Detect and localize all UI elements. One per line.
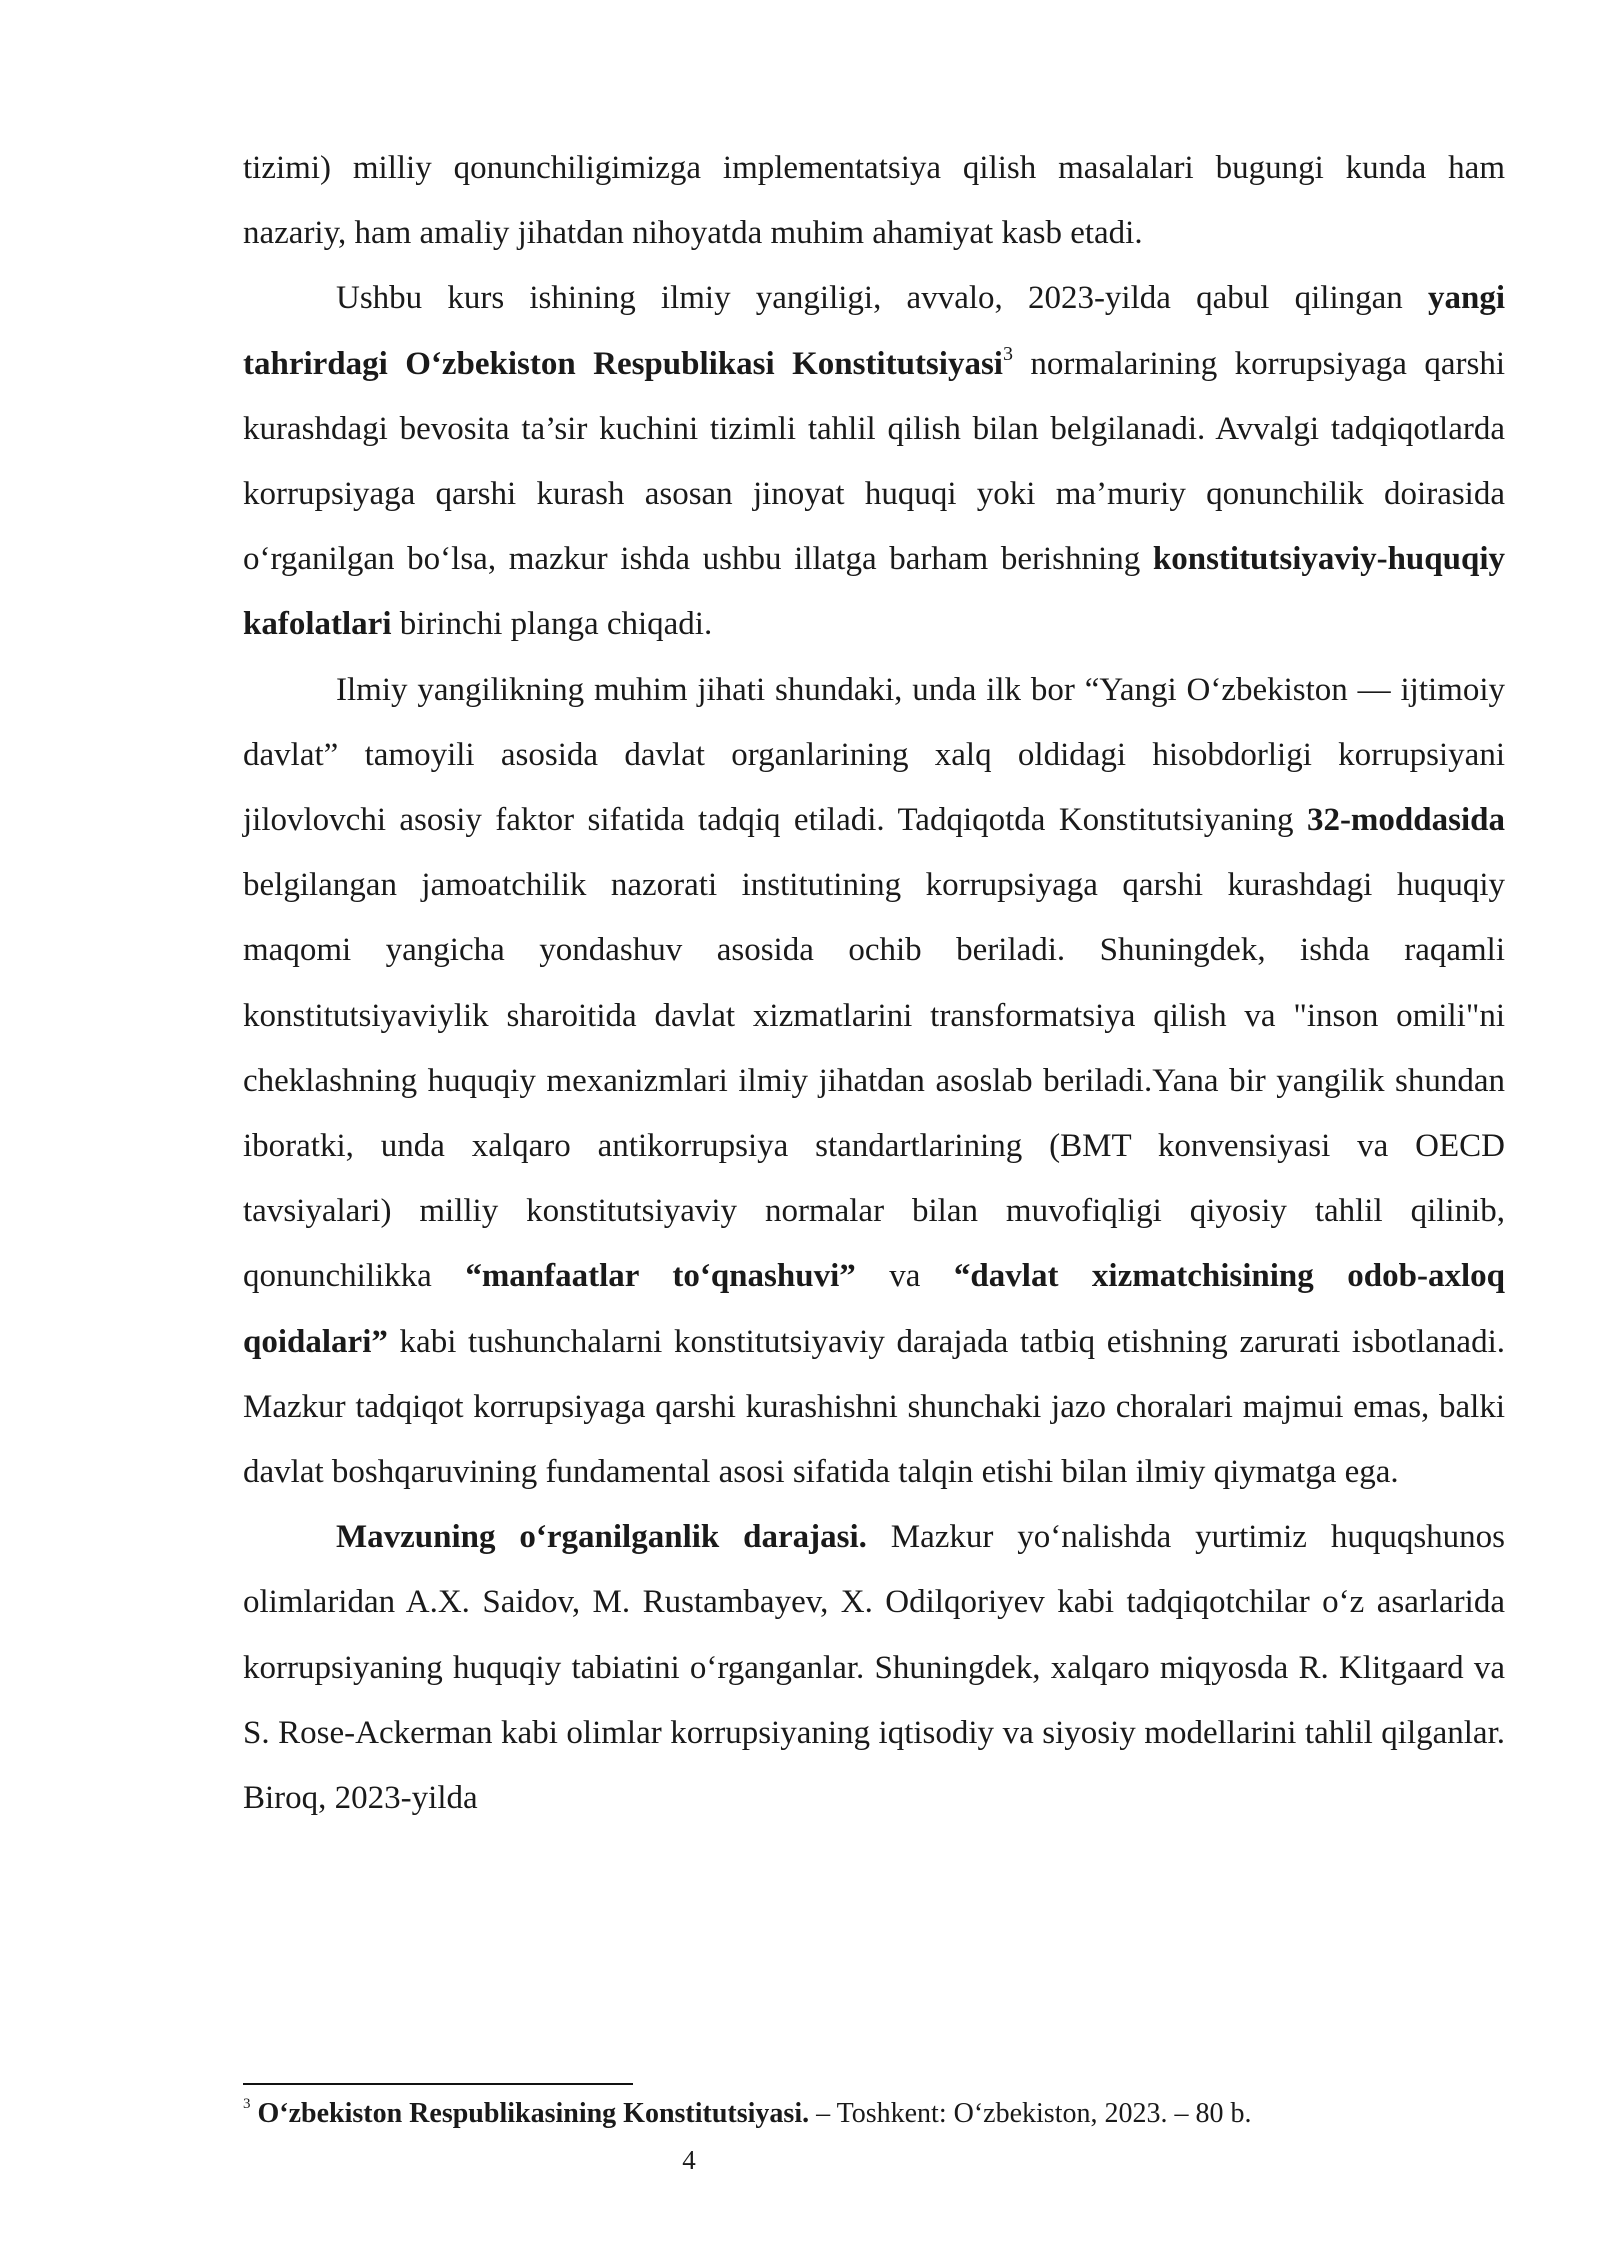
paragraph	[243, 266, 1505, 657]
text-run: kabi tushunchalarni konstitutsiyaviy darajada tatbiq etishning zarurati isbotlanadi. Mazkur tadqiqot korrupsiyaga qarshi kurashishni shunchaki jazo choralari majmui emas, balki davlat boshqaruvining fundamental asosi sifatida talqin etishi bilan ilmiy qiymatga ega.	[243, 1323, 1505, 1491]
bold-text: konstitutsiyaviy-huquqiy kafolatlari	[243, 541, 1505, 643]
footnote-reference: 3	[1002, 342, 1013, 365]
text-run: Ilmiy yangilikning muhim jihati shundaki, unda ilk bor “Yangi O‘zbekiston — ijtimoiy davlat” tamoyili asosida davlat organlarining xalq oldidagi hisobdorligi korrupsiyani jilovlovchi asosiy faktor sifatida tadqiq etiladi. Tadqiqotda Konstitutsiyaning	[243, 671, 1505, 839]
paragraph	[243, 658, 1505, 1506]
body-text	[243, 136, 1505, 1831]
bold-text: “manfaatlar to‘qnashuvi”	[465, 1258, 856, 1295]
footnote-separator	[243, 2083, 633, 2085]
text-run: va	[855, 1258, 954, 1295]
bold-text: yangi tahrirdagi O‘zbekiston Respublikasi Konstitutsiyasi	[243, 280, 1505, 382]
paragraph	[243, 1505, 1505, 1831]
text-run: Mazkur yo‘nalishda yurtimiz huquqshunos olimlaridan A.X. Saidov, M. Rustambayev, X. Odilqoriyev kabi tadqiqotchilar o‘z asarlarida korrupsiyaning huquqiy tabiatini o‘rganganlar. Shuningdek, xalqaro miqyosda R. Klitgaard va S. Rose-Ackerman kabi olimlar korrupsiyaning iqtisodiy va siyosiy modellarini tahlil qilganlar. Biroq, 2023-yilda	[243, 1519, 1505, 1817]
footnote-marker: 3	[243, 2095, 251, 2112]
bold-text: “davlat xizmatchisining odob-axloq qoidalari”	[243, 1258, 1505, 1360]
footnote-source-details: – Toshkent: O‘zbekiston, 2023. – 80 b.	[809, 2098, 1252, 2129]
footnote-source-title: O‘zbekiston Respublikasining Konstitutsiyasi.	[257, 2098, 810, 2129]
bold-text: 32-moddasida	[1306, 802, 1505, 839]
text-run: belgilangan jamoatchilik nazorati institutining korrupsiyaga qarshi kurashdagi huquqiy maqomi yangicha yondashuv asosida ochib beriladi. Shuningdek, ishda raqamli konstitutsiyaviylik sharoitida davlat xizmatlarini transformatsiya qilish va "inson omili"ni cheklashning huquqiy mexanizmlari ilmiy jihatdan asoslab beriladi.Yana bir yangilik shundan iboratki, unda xalqaro antikorrupsiya standartlarining (BMT konvensiyasi va OECD tavsiyalari) milliy konstitutsiyaviy normalar bilan muvofiqligi qiyosiy tahlil qilinib, qonunchilikka	[243, 867, 1505, 1295]
paragraph	[243, 136, 1505, 266]
footnote	[243, 2096, 1505, 2132]
text-run: tizimi) milliy qonunchiligimizga implementatsiya qilish masalalari bugungi kunda ham nazariy, ham amaliy jihatdan nihoyatda muhim ahamiyat kasb etadi.	[243, 150, 1505, 252]
text-run: birinchi planga chiqadi.	[391, 606, 713, 643]
text-run: Ushbu kurs ishining ilmiy yangiligi, avvalo, 2023-yilda qabul qilingan	[336, 280, 1428, 317]
page-number: 4	[682, 2145, 696, 2175]
text-run: normalarining korrupsiyaga qarshi kurashdagi bevosita ta’sir kuchini tizimli tahlil qilish bilan belgilanadi. Avvalgi tadqiqotlarda korrupsiyaga qarshi kurash asosan jinoyat huquqi yoki ma’muriy qonunchilik doirasida o‘rganilgan bo‘lsa, mazkur ishda ushbu illatga barham berishning	[243, 345, 1505, 578]
bold-text: Mavzuning o‘rganilganlik darajasi.	[336, 1519, 867, 1556]
